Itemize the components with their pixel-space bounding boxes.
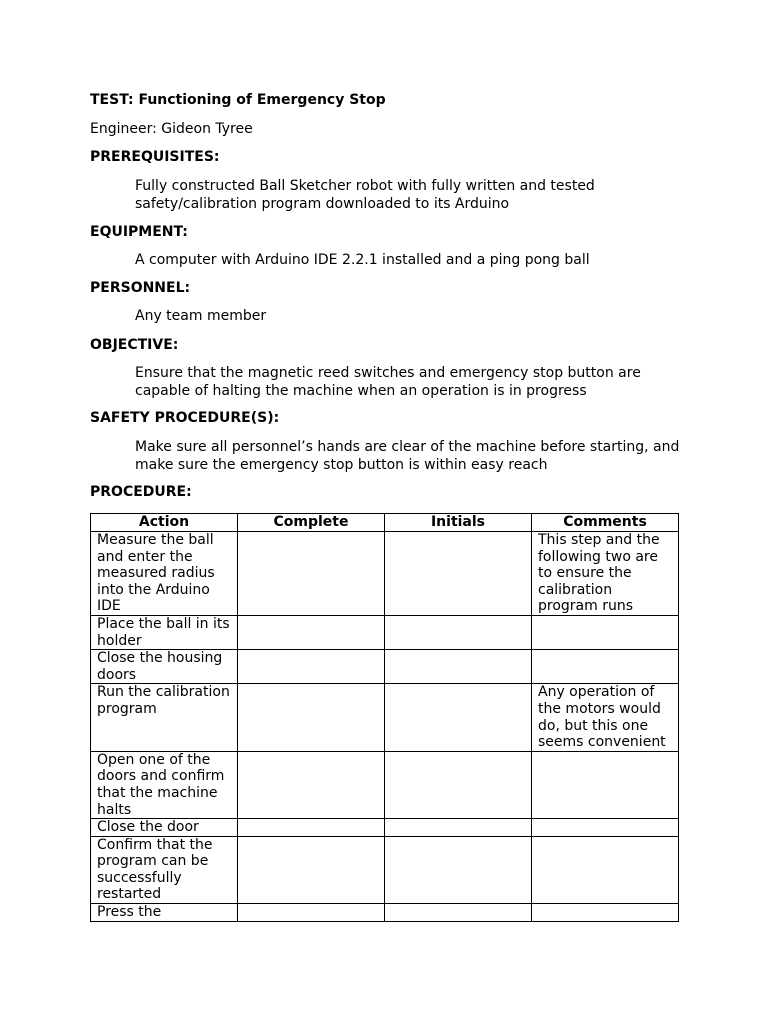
action-cell	[91, 650, 238, 684]
comment-text: following two are	[538, 548, 658, 565]
comments-cell	[532, 650, 679, 684]
safety-line: make sure the emergency stop button is within easy reach	[135, 457, 548, 473]
initials-cell[interactable]	[385, 650, 532, 684]
action-cell	[91, 751, 238, 818]
prerequisites-line: safety/calibration program downloaded to its Arduino	[135, 196, 510, 212]
column-header-action: Action	[91, 514, 238, 532]
complete-cell[interactable]	[238, 615, 385, 649]
action-cell	[91, 836, 238, 903]
complete-cell[interactable]	[238, 836, 385, 903]
action-cell	[91, 615, 238, 649]
comment-text: This step and the	[538, 532, 660, 548]
engineer-line: Engineer: Gideon Tyree	[90, 121, 253, 137]
prerequisites-line: Fully constructed Ball Sketcher robot with fully written and tested	[135, 178, 595, 194]
comments-cell	[532, 904, 679, 922]
action-text: measured radius	[97, 565, 215, 582]
action-text: into the Arduino	[97, 581, 210, 598]
complete-cell[interactable]	[238, 684, 385, 751]
action-text: doors	[97, 666, 137, 683]
action-text: Press the	[97, 904, 162, 921]
action-cell	[91, 684, 238, 751]
initials-cell[interactable]	[385, 904, 532, 922]
table-row	[91, 751, 679, 818]
test-title: TEST: Functioning of Emergency Stop	[90, 92, 386, 108]
column-header-complete: Complete	[238, 514, 385, 532]
table-header-row	[91, 514, 679, 532]
action-cell	[91, 904, 238, 922]
action-text: Close the door	[97, 819, 199, 836]
objective-line: Ensure that the magnetic reed switches and emergency stop button are	[135, 365, 641, 381]
comment-text: the motors would	[538, 700, 661, 717]
comment-text: Any operation of	[538, 684, 655, 701]
initials-cell[interactable]	[385, 684, 532, 751]
personnel-text	[135, 307, 695, 325]
table-row	[91, 684, 679, 751]
personnel-heading: PERSONNEL:	[90, 280, 191, 296]
column-header-comments: Comments	[532, 514, 679, 532]
action-text: holder	[97, 632, 142, 649]
procedure-heading: PROCEDURE:	[90, 484, 192, 500]
initials-cell[interactable]	[385, 532, 532, 616]
action-text: Open one of the	[97, 751, 211, 768]
equipment-heading: EQUIPMENT:	[90, 224, 188, 240]
initials-cell[interactable]	[385, 615, 532, 649]
action-text: restarted	[97, 886, 162, 903]
table-row	[91, 532, 679, 616]
comments-cell	[532, 684, 679, 751]
initials-cell[interactable]	[385, 751, 532, 818]
comment-text: calibration	[538, 581, 613, 598]
table-row	[91, 904, 679, 922]
action-cell	[91, 819, 238, 837]
action-text: doors and confirm	[97, 768, 225, 785]
initials-cell[interactable]	[385, 819, 532, 837]
table-row	[91, 650, 679, 684]
procedure-table	[90, 513, 679, 922]
prerequisites-heading: PREREQUISITES:	[90, 149, 220, 165]
table-row	[91, 819, 679, 837]
safety-text	[135, 438, 695, 474]
action-text: Run the calibration	[97, 684, 230, 701]
table-row	[91, 615, 679, 649]
action-text: and enter the	[97, 548, 193, 565]
initials-cell[interactable]	[385, 836, 532, 903]
equipment-line: A computer with Arduino IDE 2.2.1 installed and a ping pong ball	[135, 252, 590, 268]
comment-text: seems convenient	[538, 734, 666, 751]
comment-text: do, but this one	[538, 717, 649, 734]
action-text: successfully	[97, 869, 182, 886]
safety-line: Make sure all personnel’s hands are clear of the machine before starting, and	[135, 439, 680, 455]
comments-cell	[532, 836, 679, 903]
action-cell	[91, 532, 238, 616]
objective-heading: OBJECTIVE:	[90, 337, 179, 353]
comments-cell	[532, 615, 679, 649]
action-text: Close the housing	[97, 650, 223, 667]
table-row	[91, 836, 679, 903]
comments-cell	[532, 819, 679, 837]
complete-cell[interactable]	[238, 751, 385, 818]
action-text: halts	[97, 801, 132, 818]
column-header-initials: Initials	[385, 514, 532, 532]
personnel-line: Any team member	[135, 308, 267, 324]
action-text: that the machine	[97, 784, 218, 801]
action-text: Place the ball in its	[97, 615, 230, 632]
safety-heading: SAFETY PROCEDURE(S):	[90, 410, 280, 426]
comment-text: to ensure the	[538, 565, 632, 582]
objective-text	[135, 364, 695, 400]
complete-cell[interactable]	[238, 904, 385, 922]
complete-cell[interactable]	[238, 819, 385, 837]
action-text: Confirm that the	[97, 836, 213, 853]
action-text: IDE	[97, 598, 121, 615]
action-text: Measure the ball	[97, 532, 214, 548]
objective-line: capable of halting the machine when an operation is in progress	[135, 383, 587, 399]
action-text: program	[97, 700, 157, 717]
comments-cell	[532, 751, 679, 818]
equipment-text	[135, 251, 695, 269]
prerequisites-text	[135, 177, 695, 213]
complete-cell[interactable]	[238, 650, 385, 684]
action-text: program can be	[97, 853, 209, 870]
comments-cell	[532, 532, 679, 616]
complete-cell[interactable]	[238, 532, 385, 616]
comment-text: program runs	[538, 598, 634, 615]
